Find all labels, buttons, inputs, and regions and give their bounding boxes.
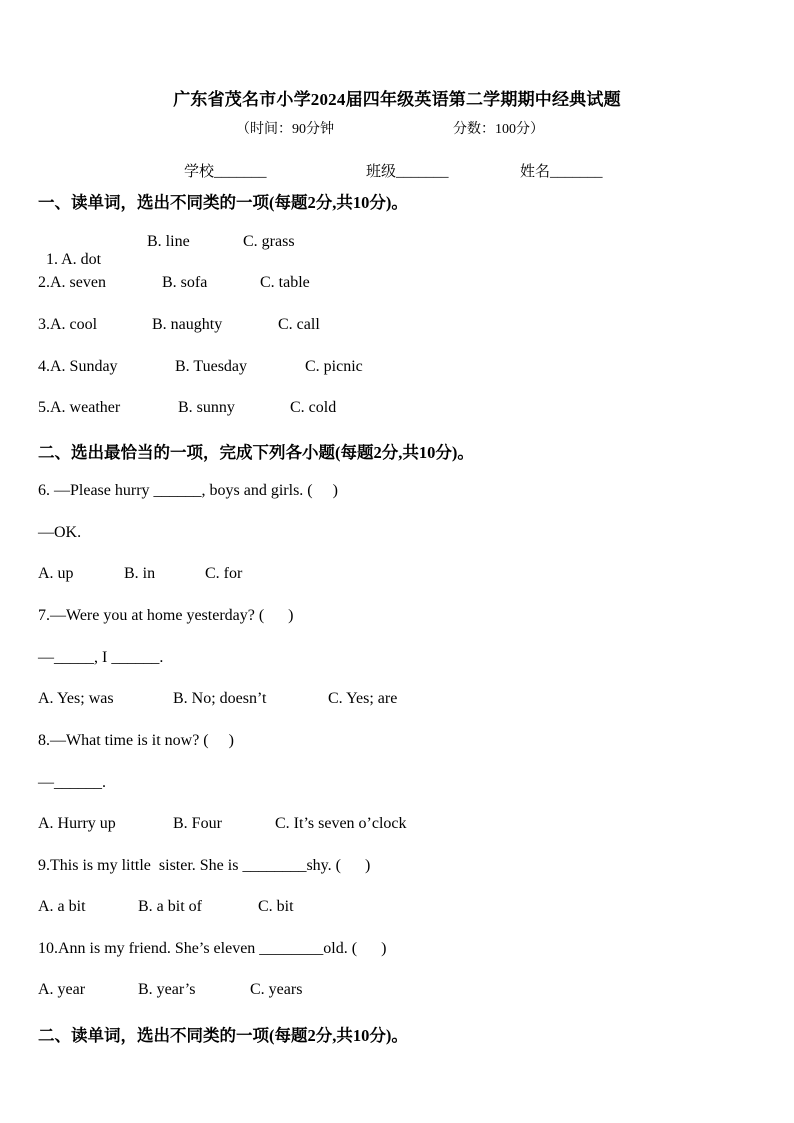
- question-8-option-b: B. Four: [173, 815, 222, 832]
- section-heading-1: 一、读单词，选出不同类的一项(每题2分,共10分)。: [38, 193, 408, 212]
- question-8-option-c: C. It’s seven o’clock: [275, 815, 407, 832]
- question-3-option-b: B. naughty: [152, 316, 223, 333]
- question-1-option-c: C. grass: [243, 233, 295, 250]
- exam-score: 分数：100分）: [453, 122, 544, 137]
- section-heading-2: 二、选出最恰当的一项，完成下列各小题(每题2分,共10分)。: [38, 443, 474, 462]
- question-10-option-a: A. year: [38, 981, 86, 998]
- question-10: 10.Ann is my friend. She’s eleven ________old. ( ): [38, 940, 387, 957]
- question-7: 7.—Were you at home yesterday? ( ): [38, 607, 294, 624]
- question-6-option-b: B. in: [124, 565, 156, 582]
- question-3-option-c: C. call: [278, 316, 320, 333]
- question-6-option-a: A. up: [38, 565, 74, 582]
- question-9-option-b: B. a bit of: [138, 898, 202, 915]
- class-field: 班级_______: [366, 164, 449, 180]
- question-1: [38, 233, 101, 269]
- question-9-option-a: A. a bit: [38, 898, 86, 915]
- question-3-option-a: 3.A. cool: [38, 316, 98, 333]
- question-2-option-a: 2.A. seven: [38, 274, 106, 291]
- question-1-option-b: B. line: [147, 233, 190, 250]
- question-2-option-c: C. table: [260, 274, 310, 291]
- question-5-option-b: B. sunny: [178, 399, 235, 416]
- question-8-option-a: A. Hurry up: [38, 815, 116, 832]
- page-title: 广东省茂名市小学2024届四年级英语第二学期期中经典试题: [173, 90, 621, 109]
- exam-time: （时间：90分钟: [236, 122, 334, 137]
- name-field: 姓名_______: [520, 164, 603, 180]
- question-4-option-c: C. picnic: [305, 358, 363, 375]
- question-10-option-c: C. years: [250, 981, 303, 998]
- question-7-option-b: B. No; doesn’t: [173, 690, 267, 707]
- question-8-dialogue: —______.: [38, 774, 106, 791]
- question-2-option-b: B. sofa: [162, 274, 208, 291]
- question-5-option-c: C. cold: [290, 399, 337, 416]
- question-6-dialogue: —OK.: [38, 524, 82, 541]
- question-8: 8.—What time is it now? ( ): [38, 732, 234, 749]
- question-6: 6. —Please hurry ______, boys and girls. ( ): [38, 482, 338, 499]
- question-6-option-c: C. for: [205, 565, 243, 582]
- question-9: 9.This is my little sister. She is ________shy. ( ): [38, 857, 371, 874]
- question-7-dialogue: —_____, I ______.: [38, 649, 164, 666]
- question-4-option-a: 4.A. Sunday: [38, 358, 118, 375]
- question-9-option-c: C. bit: [258, 898, 294, 915]
- question-7-option-a: A. Yes; was: [38, 690, 114, 707]
- school-field: 学校_______: [184, 164, 267, 180]
- question-1-option-a: 1. A. dot: [46, 251, 102, 268]
- question-7-option-c: C. Yes; are: [328, 690, 398, 707]
- question-5-option-a: 5.A. weather: [38, 399, 121, 416]
- section-heading-3: 二、读单词，选出不同类的一项(每题2分,共10分)。: [38, 1026, 408, 1045]
- question-10-option-b: B. year’s: [138, 981, 196, 998]
- question-4-option-b: B. Tuesday: [175, 358, 248, 375]
